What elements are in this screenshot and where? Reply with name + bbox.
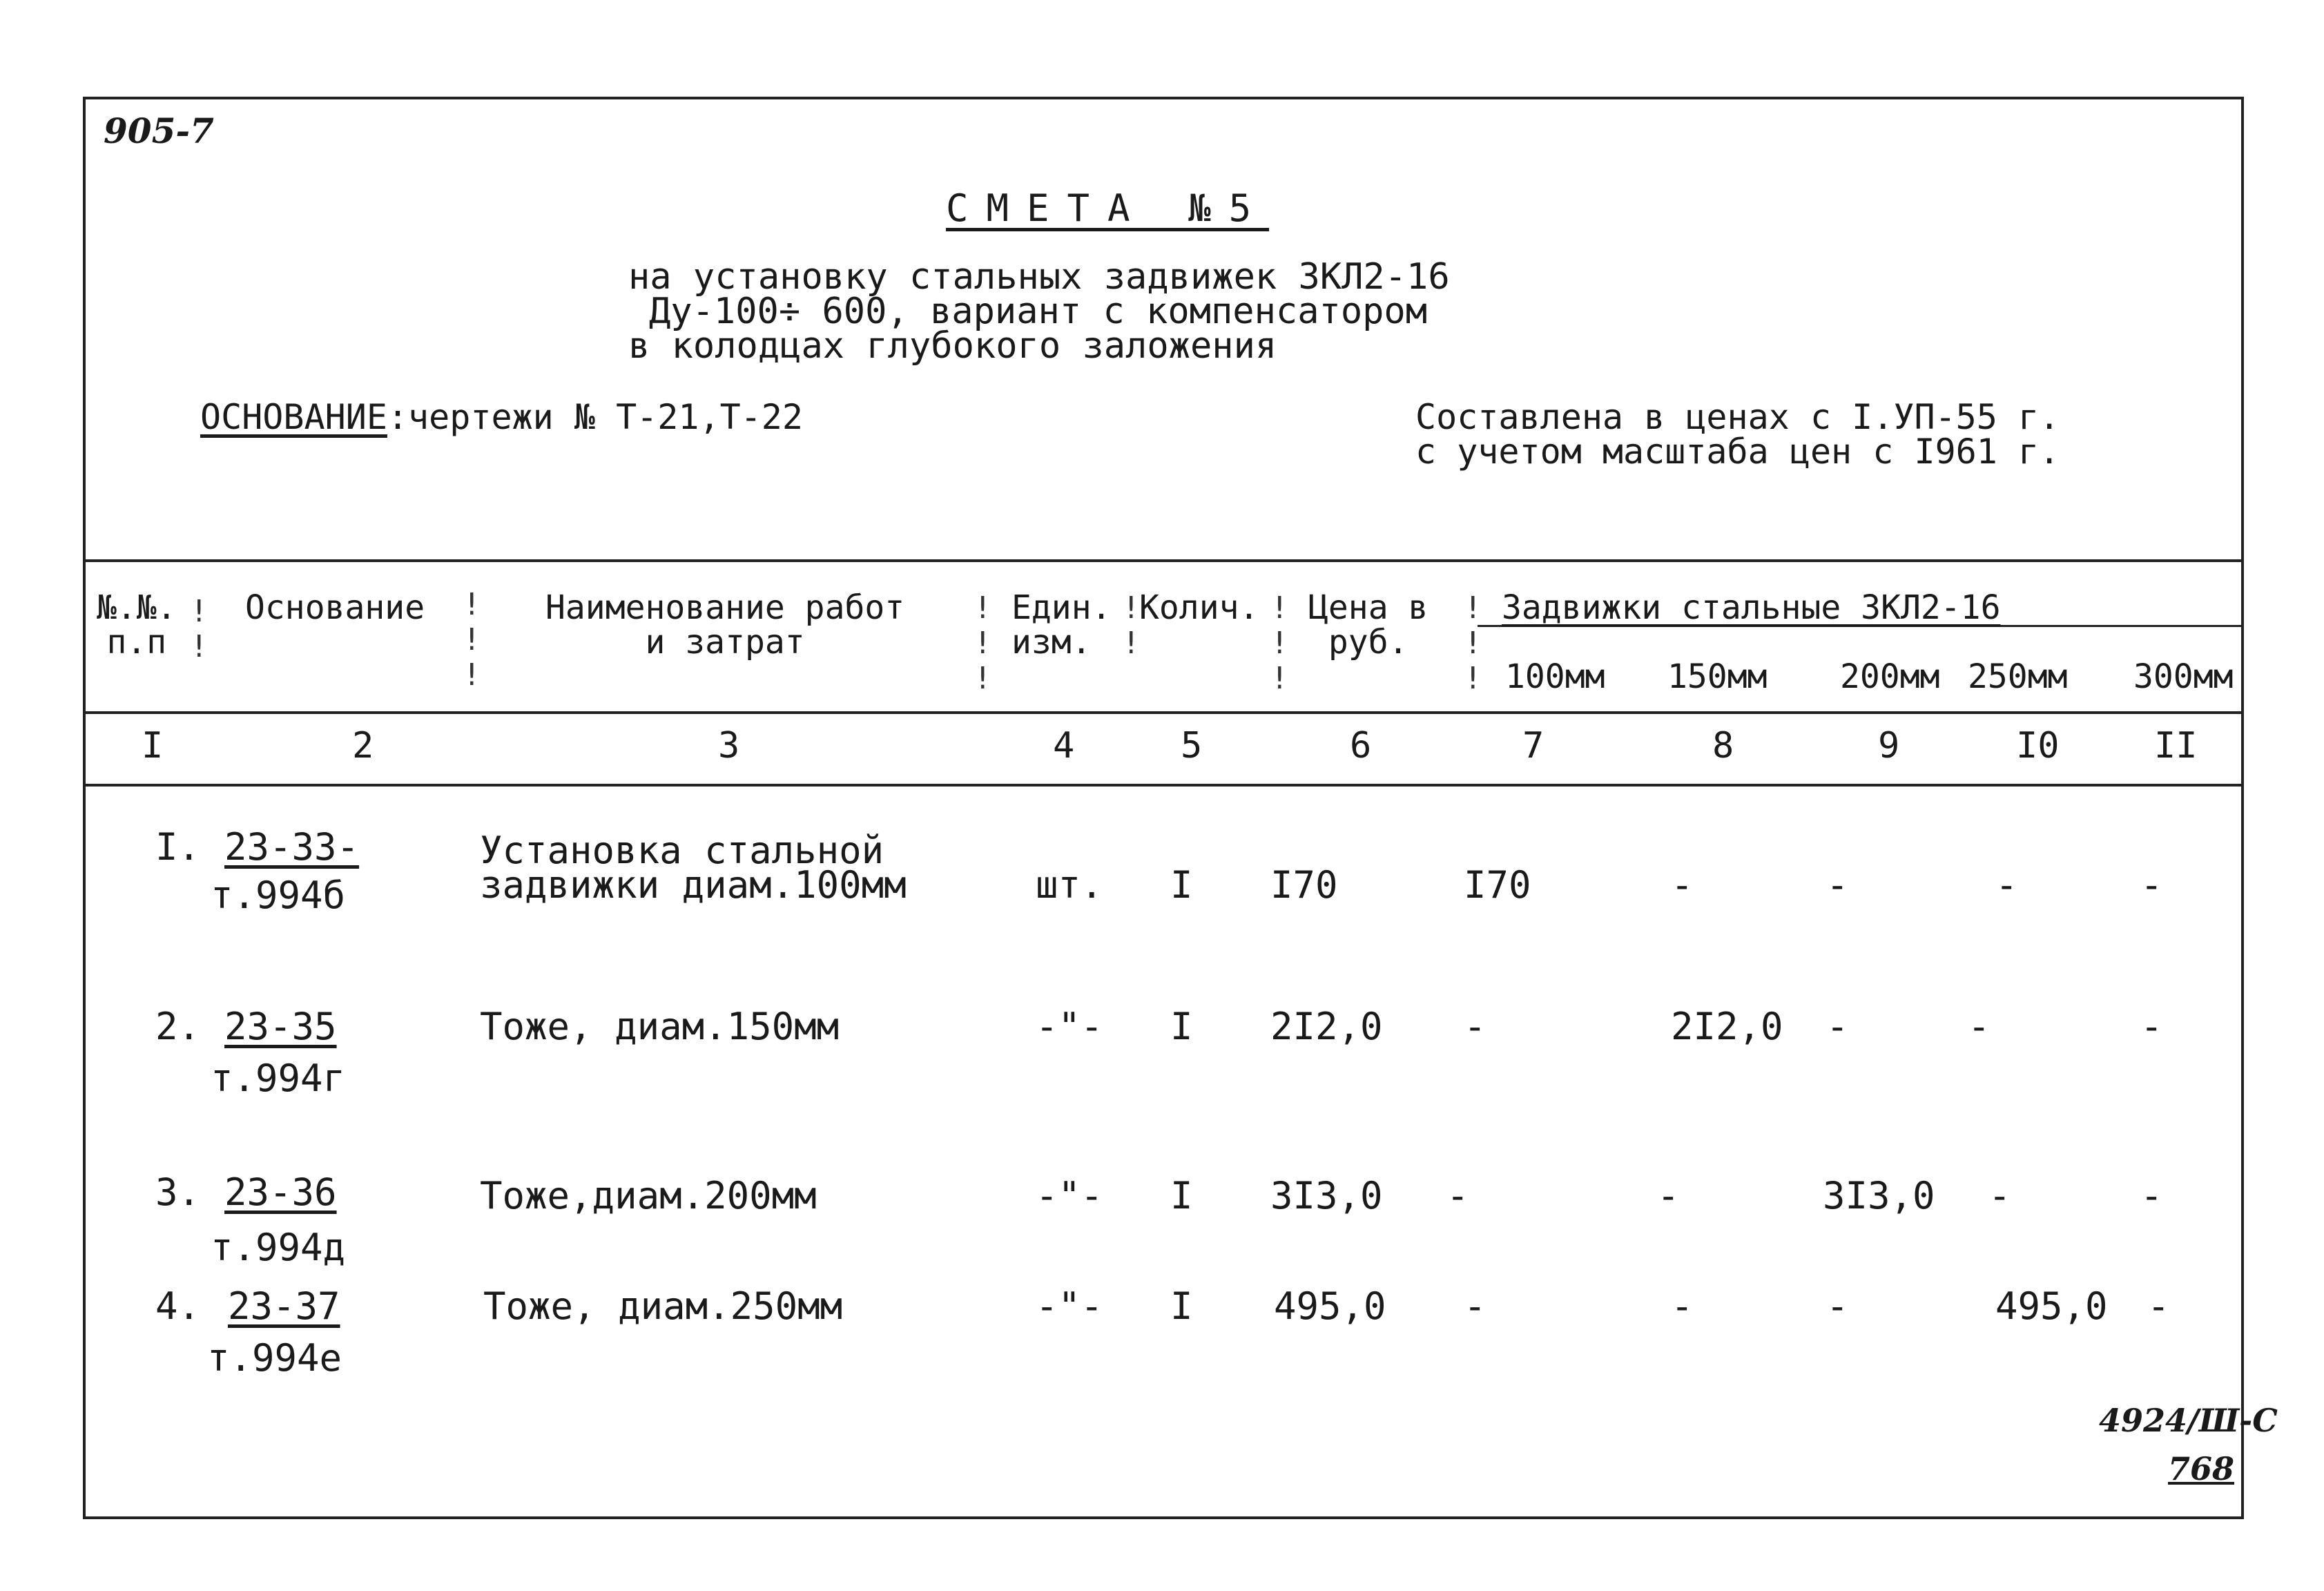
- row-4-c200: -: [1826, 1284, 1849, 1328]
- sep-4: ! !: [1122, 590, 1141, 661]
- row-4-unit: -"-: [1036, 1284, 1103, 1328]
- sep-3: ! ! !: [974, 590, 992, 696]
- row-3-c100: -: [1446, 1174, 1469, 1217]
- row-1-c150: -: [1671, 863, 1694, 907]
- colnum-8: 8: [1712, 725, 1734, 766]
- header-name: [545, 588, 905, 662]
- subtitle-line-1: на установку стальных задвижек ЗКЛ2-16: [628, 256, 1450, 298]
- header-price-line-2: руб.: [1328, 623, 1408, 662]
- row-2-qty: I: [1170, 1005, 1193, 1048]
- colnum-10: I0: [2016, 725, 2060, 766]
- sep-6: ! ! !: [1464, 590, 1482, 696]
- row-3-num: 3.: [155, 1170, 201, 1214]
- row-2-c100: -: [1464, 1005, 1487, 1048]
- row-1-code: 23-33-: [224, 825, 360, 869]
- colnum-4: 4: [1053, 725, 1075, 766]
- row-4-qty: I: [1170, 1284, 1193, 1328]
- header-num-line-2: п.п: [106, 623, 167, 662]
- row-3-qty: I: [1170, 1174, 1193, 1217]
- row-3-c150: -: [1657, 1174, 1680, 1217]
- sep-5: ! ! !: [1270, 590, 1289, 696]
- row-4-c100: -: [1464, 1284, 1487, 1328]
- header-sub-300: 300мм: [2133, 657, 2234, 696]
- header-unit: [1011, 588, 1112, 662]
- row-3-name-1: Тоже,диам.200мм: [480, 1174, 817, 1217]
- row-1-price: I70: [1270, 863, 1338, 907]
- row-1-c250: -: [1995, 863, 2018, 907]
- sep-1: ! !: [190, 594, 209, 664]
- header-sub-100: 100мм: [1505, 657, 1605, 696]
- colnum-2: 2: [352, 725, 374, 766]
- sep-2: ! ! !: [463, 587, 481, 693]
- row-2-price: 2I2,0: [1270, 1005, 1383, 1048]
- row-4-name-1: Тоже, диам.250мм: [483, 1284, 843, 1328]
- colnum-3: 3: [718, 725, 740, 766]
- row-3-c300: -: [2140, 1174, 2163, 1217]
- row-1-qty: I: [1170, 863, 1193, 907]
- row-1-unit: шт.: [1036, 863, 1103, 907]
- header-price-line-1: Цена в: [1308, 588, 1429, 627]
- row-2-num: 2.: [155, 1005, 201, 1048]
- colnum-7: 7: [1522, 725, 1545, 766]
- header-num-line-1: №.№.: [97, 588, 177, 627]
- page-number: 768: [2168, 1450, 2235, 1487]
- header-sub-250: 250мм: [1968, 657, 2068, 696]
- row-1-name-2: задвижки диам.100мм: [480, 863, 907, 907]
- row-3-price: 3I3,0: [1270, 1174, 1383, 1217]
- doc-code: 905-7: [104, 110, 214, 151]
- row-4-price: 495,0: [1274, 1284, 1386, 1328]
- basis: [200, 397, 803, 437]
- subtitle-line-2: Ду-100÷ 600, вариант с компенсатором: [649, 291, 1428, 332]
- row-4-c250: 495,0: [1995, 1284, 2108, 1328]
- header-group: Задвижки стальные ЗКЛ2-16: [1502, 588, 2001, 627]
- row-3-ref: т.994д: [211, 1226, 346, 1269]
- row-3-c250: -: [1988, 1174, 2011, 1217]
- colnum-1: I: [142, 725, 164, 766]
- row-4-ref: т.994е: [207, 1336, 342, 1380]
- header-name-line-2: и затрат: [645, 623, 805, 662]
- row-2-c200: -: [1826, 1005, 1849, 1048]
- header-unit-line-2: изм.: [1011, 623, 1092, 662]
- row-4-c300: -: [2147, 1284, 2170, 1328]
- row-2-c250: -: [1968, 1005, 1991, 1048]
- row-1-c300: -: [2140, 863, 2163, 907]
- row-4-c150: -: [1671, 1284, 1694, 1328]
- colnum-11: II: [2154, 725, 2198, 766]
- colnum-9: 9: [1878, 725, 1900, 766]
- row-2-c300: -: [2140, 1005, 2163, 1048]
- header-basis: Основание: [245, 588, 425, 627]
- table-top-rule: [83, 559, 2244, 562]
- row-2-code: 23-35: [224, 1005, 337, 1048]
- header-sub-150: 150мм: [1667, 657, 1768, 696]
- row-3-c200: 3I3,0: [1823, 1174, 1935, 1217]
- price-line-2: с учетом масштаба цен с I961 г.: [1415, 432, 2060, 472]
- row-2-ref: т.994г: [211, 1057, 346, 1100]
- row-1-ref: т.994б: [211, 874, 346, 917]
- basis-text: :чертежи № Т-21,Т-22: [387, 397, 803, 437]
- price-line-1: Составлена в ценах с I.УП-55 г.: [1415, 397, 2060, 437]
- row-2-c150: 2I2,0: [1671, 1005, 1783, 1048]
- doc-title: СМЕТА №5: [946, 186, 1270, 230]
- row-1-num: I.: [155, 825, 201, 869]
- row-2-name-1: Тоже, диам.150мм: [480, 1005, 840, 1048]
- subtitle-line-3: в колодцах глубокого заложения: [628, 325, 1277, 367]
- basis-label: ОСНОВАНИЕ: [200, 397, 387, 437]
- stamp: 4924/Ш-С: [2099, 1402, 2278, 1439]
- header-num: [97, 588, 177, 662]
- row-3-code: 23-36: [224, 1170, 337, 1214]
- row-1-name-1: Установка стальной: [480, 829, 884, 872]
- header-unit-line-1: Един.: [1011, 588, 1112, 627]
- header-qty: Колич.: [1139, 588, 1259, 627]
- row-1-c100: I70: [1464, 863, 1531, 907]
- colnum-5: 5: [1181, 725, 1203, 766]
- header-sub-200: 200мм: [1840, 657, 1940, 696]
- header-bottom-rule: [83, 711, 2244, 714]
- row-4-code: 23-37: [228, 1284, 340, 1328]
- row-3-unit: -"-: [1036, 1174, 1103, 1217]
- header-name-line-1: Наименование работ: [545, 588, 905, 627]
- row-1-c200: -: [1826, 863, 1849, 907]
- row-2-unit: -"-: [1036, 1005, 1103, 1048]
- colnum-6: 6: [1350, 725, 1372, 766]
- header-price: [1308, 588, 1429, 662]
- row-4-num: 4.: [155, 1284, 201, 1328]
- colnum-bottom-rule: [83, 784, 2244, 787]
